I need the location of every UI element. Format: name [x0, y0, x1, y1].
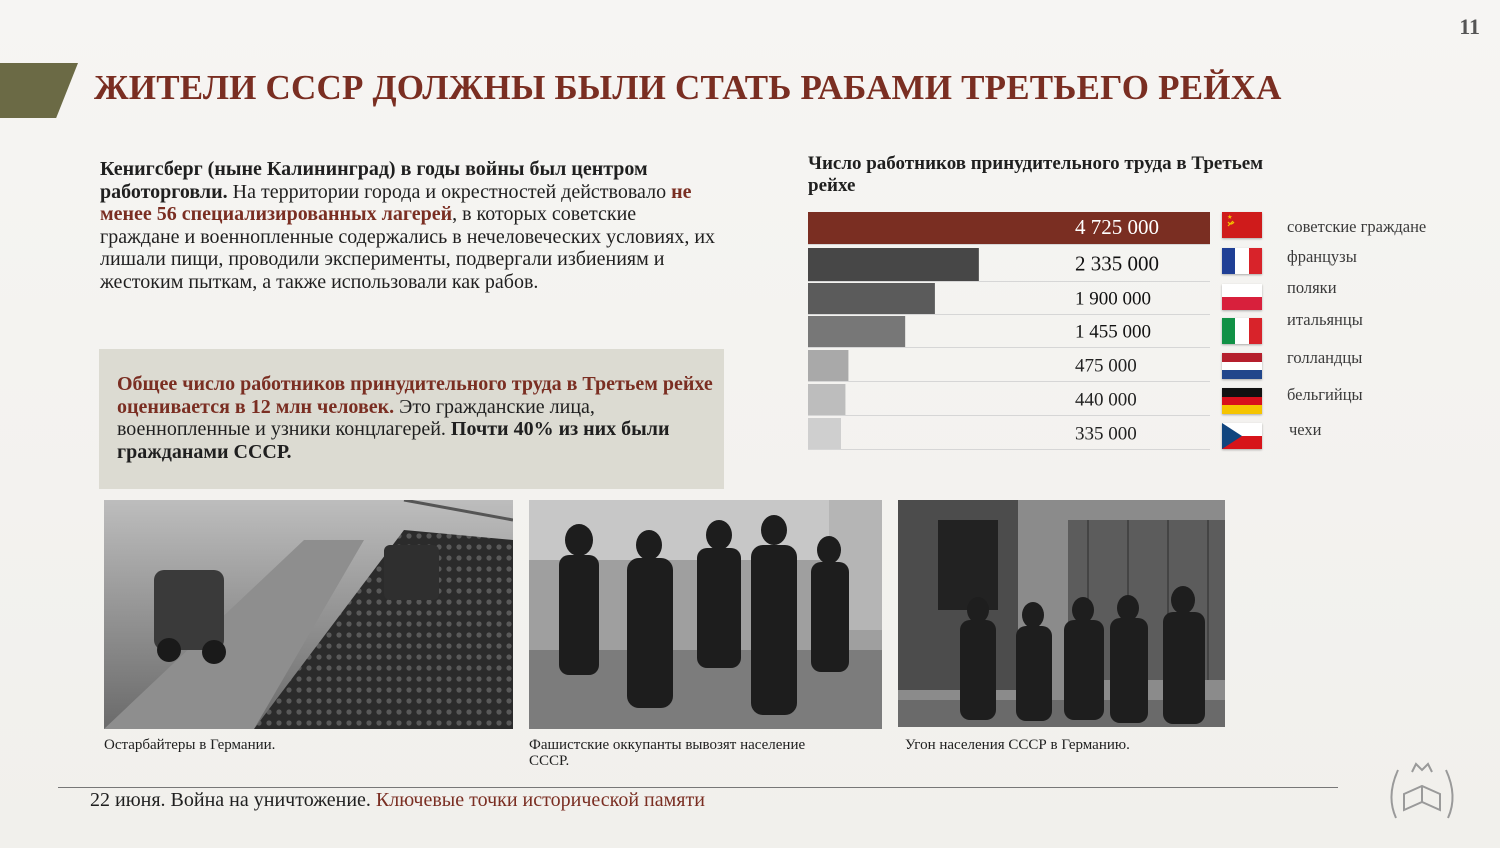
- italy-flag-icon: [1222, 318, 1262, 344]
- poland-flag-icon: [1222, 284, 1262, 310]
- chart-category-label: французы: [1287, 247, 1357, 266]
- summary-highlight: Общее число работников принудительного труда в Третьем рейхе оценивается в 12 млн человек.: [117, 373, 713, 418]
- chart-bar: [808, 248, 979, 281]
- photo-caption-3: Угон населения СССР в Германию.: [905, 737, 1130, 753]
- page-number: 11: [1459, 14, 1480, 39]
- chart-value-label: 2 335 000: [1075, 251, 1159, 276]
- chart-value-label: 440 000: [1075, 389, 1137, 411]
- chart-category-label: итальянцы: [1287, 310, 1363, 329]
- photo-caption-2: Фашистские оккупанты вывозят население СССР.: [529, 737, 806, 769]
- footer-subtitle: Ключевые точки исторической памяти: [375, 789, 705, 811]
- chart-value-label: 4 725 000: [1075, 215, 1159, 239]
- intro-paragraph: [100, 158, 720, 293]
- chart-value-label: 1 455 000: [1075, 321, 1151, 343]
- intro-text-1: На территории города и окрестностей действовало: [227, 180, 672, 203]
- footer-text: 22 июня. Война на уничтожение.: [90, 789, 371, 811]
- chart-bar: [808, 316, 905, 347]
- france-flag-icon: [1222, 248, 1262, 274]
- ussr-flag-icon: [1222, 212, 1262, 238]
- chart-category-label: поляки: [1287, 278, 1337, 297]
- photo-ostarbeiters: [104, 500, 513, 729]
- page-title: ЖИТЕЛИ СССР ДОЛЖНЫ БЫЛИ СТАТЬ РАБАМИ ТРЕТЬЕГО РЕЙХА: [94, 68, 1282, 107]
- footer-divider: [58, 787, 1338, 788]
- photo-caption-1: Остарбайтеры в Германии.: [104, 737, 276, 753]
- summary-text: [117, 373, 717, 463]
- chart-bar: [808, 283, 935, 314]
- netherlands-flag-icon: [1222, 353, 1262, 379]
- intro-highlight: не менее 56 специализированных лагерей: [100, 180, 692, 225]
- chart-title: Число работников принудительного труда в Третьем рейхе: [808, 153, 1264, 196]
- intro-bold-lead: Кенигсберг (ныне Калининград) в годы войны был центром работорговли.: [100, 158, 648, 203]
- czech-flag-icon: [1222, 423, 1262, 449]
- photo-occupants: [529, 500, 882, 729]
- chart-bar: [808, 384, 845, 415]
- chart-category-label: бельгийцы: [1287, 385, 1363, 404]
- chart-bar: [808, 418, 841, 449]
- summary-body: Это гражданские лица, военнопленные и узники концлагерей.: [117, 395, 595, 440]
- chart-value-label: 475 000: [1075, 355, 1137, 377]
- footer: [90, 789, 705, 812]
- chart-category-label: советские граждане: [1287, 217, 1427, 236]
- intro-text-2: , в которых советские граждане и военнопленные содержались в нечеловеческих условиях, их лишали пищи, проводили эксперименты, подвергали избиениям и жестоким пыткам, а также использовали как рабов.: [100, 203, 716, 293]
- chart-value-label: 335 000: [1075, 423, 1137, 445]
- chart-category-label: чехи: [1289, 420, 1322, 439]
- forced-labor-bar-chart: [808, 210, 1427, 455]
- photo-deportation: [898, 500, 1225, 727]
- chart-category-label: голландцы: [1287, 348, 1363, 367]
- hammer-sickle-icon: [1222, 212, 1262, 238]
- emblem-logo: [1382, 756, 1462, 828]
- chart-value-label: 1 900 000: [1075, 288, 1151, 310]
- chart-bar: [808, 350, 848, 381]
- summary-bold: Почти 40% из них были гражданами СССР.: [117, 418, 670, 463]
- germany-flag-icon: [1222, 388, 1262, 414]
